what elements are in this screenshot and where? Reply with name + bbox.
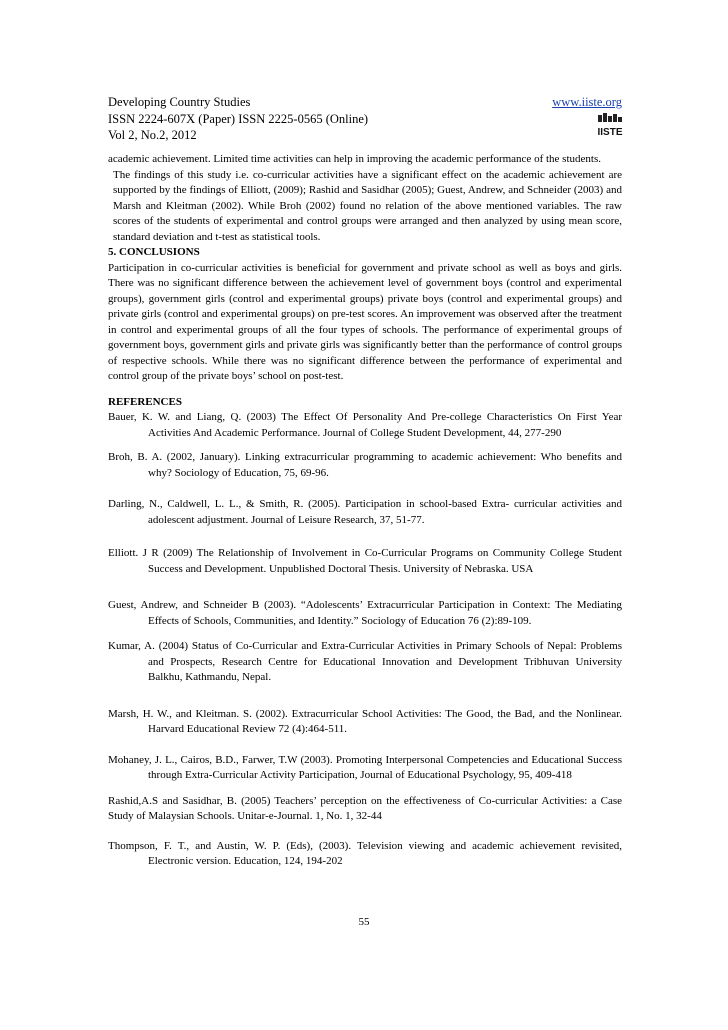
reference-item: Elliott. J R (2009) The Relationship of Involvement in Co-Curricular Programs on Community College Student Success and Development. Unpublished Doctoral Thesis. University of Nebraska. USA [108, 547, 622, 575]
journal-url-link[interactable]: www.iiste.org [552, 95, 622, 109]
journal-issn: ISSN 2224-607X (Paper) ISSN 2225-0565 (Online) [108, 111, 369, 126]
page-number: 55 [358, 916, 370, 928]
logo-text: IISTE [597, 127, 623, 138]
reference-item: Rashid,A.S and Sasidhar, B. (2005) Teachers’ perception on the effectiveness of Co-curricular Activities: a Case Study of Malaysian Schools. Unitar-e-Journal. 1, No. 1, 32-44 [108, 794, 622, 822]
reference-item: Thompson, F. T., and Austin, W. P. (Eds), (2003). Television viewing and academic achievement revisited, Electronic version. Education, 124, 194-202 [108, 839, 622, 867]
reference-item: Marsh, H. W., and Kleitman. S. (2002). Extracurricular School Activities: The Good, the Bad, and the Nonlinear. Harvard Educational Review 72 (4):464-511. [108, 707, 622, 735]
reference-item: Kumar, A. (2004) Status of Co-Curricular and Extra-Curricular Activities in Primary Schools of Nepal: Problems and Prospects, Research Centre for Educational Innovation and Development Tribhuvan University Balkhu, Kathmandu, Nepal. [108, 640, 622, 683]
article-body [108, 152, 622, 870]
reference-item: Bauer, K. W. and Liang, Q. (2003) The Effect Of Personality And Pre-college Characteristics On First Year Activities And Academic Performance. Journal of College Student Development, 44, 277-290 [108, 411, 622, 439]
reference-item: Broh, B. A. (2002, January). Linking extracurricular programming to academic achievement: Who benefits and why? Sociology of Education, 75, 69-96. [108, 451, 622, 479]
conclusions-paragraph: Participation in co-curricular activities is beneficial for government and private school as well as boys and girls. There was no significant difference between the achievement level of government boys (control and experimental groups), government girls (control and experimental groups) private boys (control and experimental groups) and private girls (control and experimental groups) on pre-test scores. An improvement was observed after the treatment in control and experimental groups of all the four types of schools. The performance of experimental groups of government boys, government girls and private girls was significantly better than the performance of control groups of respective schools. While there was no significant difference between the performance of experimental and control group of the private boys’ school on post-test. [108, 261, 622, 382]
journal-header [108, 94, 622, 144]
body-paragraph: academic achievement. Limited time activities can help in improving the academic performance of the students. [108, 153, 601, 165]
journal-title: Developing Country Studies [108, 95, 251, 109]
reference-item: Mohaney, J. L., Cairos, B.D., Farwer, T.W (2003). Promoting Interpersonal Competencies and Educational Success through Extra-Curricular Activity Participation, Journal of Educational Psychology, 95, 409-418 [108, 753, 622, 781]
iiste-logo [597, 113, 623, 139]
body-paragraph: The findings of this study i.e. co-curricular activities have a significant effect on the academic achievement are supported by the findings of Elliott, (2009); Rashid and Sasidhar (2005); Guest, Andrew, and Schneider (2003) and Marsh and Kleitman (2002). While Broh (2002) found no relation of the above mentioned variables. The raw scores of the students of experimental and control groups were arranged and then analyzed by using mean score, standard deviation and t-test as statistical tools. [113, 168, 622, 243]
references-heading: REFERENCES [108, 395, 182, 408]
journal-volume: Vol 2, No.2, 2012 [108, 128, 197, 142]
reference-item: Guest, Andrew, and Schneider B (2003). “Adolescents’ Extracurricular Participation in Context: The Mediating Effects of Schools, Communities, and Identity.” Sociology of Education 76 (2):89-109. [108, 599, 622, 627]
conclusions-heading: 5. CONCLUSIONS [108, 246, 200, 258]
reference-item: Darling, N., Caldwell, L. L., & Smith, R. (2005). Participation in school-based Extra- curricular activities and adolescent adjustment. Journal of Leisure Research, 37, 51-77. [108, 498, 622, 526]
